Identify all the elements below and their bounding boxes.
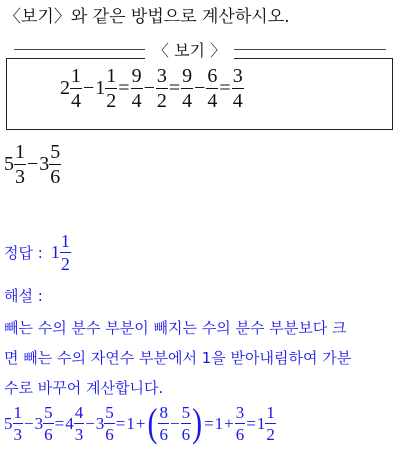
sol-d-whole: 3 — [95, 413, 105, 433]
example-term2-fraction: $\frac{1}{2}$ — [106, 65, 117, 112]
explanation-line: 빼는 수의 분수 부분이 빼지는 수의 분수 부분보다 크 — [4, 319, 347, 337]
answer-whole: 1 — [50, 242, 60, 262]
example-step2-fraction-b: $\frac{6}{4}$ — [207, 65, 218, 112]
sol-a-whole: 5 — [4, 413, 13, 433]
sol-result-whole: 1 — [256, 413, 266, 433]
right-paren: ) — [192, 400, 203, 446]
example-term1-whole: 2 — [60, 77, 70, 99]
answer-fraction: $\frac{1}{2}$ — [60, 231, 70, 274]
problem-a-fraction: $\frac{1}{3}$ — [15, 141, 25, 188]
example-equation — [60, 66, 244, 111]
explanation-body — [4, 313, 396, 403]
minus-sign: − — [194, 77, 206, 99]
sol-c-whole: 4 — [65, 413, 74, 433]
solution-equation — [4, 400, 276, 446]
example-term1-fraction: $\frac{1}{4}$ — [71, 65, 81, 112]
example-term2-whole: 1 — [95, 77, 106, 99]
minus-sign: − — [85, 413, 95, 433]
answer-label: 정답 : — [4, 244, 43, 262]
example-label: 〈 보기 〉 — [145, 40, 234, 62]
sol-b-whole: 3 — [34, 413, 44, 433]
sol-b-fraction: $\frac{5}{6}$ — [44, 403, 53, 444]
minus-sign: − — [27, 153, 39, 175]
sol-e-fraction: $\frac{8}{6}$ — [159, 403, 168, 444]
explanation-line: 면 빼는 수의 자연수 부분에서 1을 받아내림하여 가분 — [4, 349, 352, 367]
problem-b-whole: 3 — [39, 153, 50, 175]
sol-d-fraction: $\frac{5}{6}$ — [105, 403, 114, 444]
explanation-title: 해설 : — [4, 287, 43, 305]
plus-sign: + — [135, 413, 146, 433]
sol-c-fraction: $\frac{4}{3}$ — [74, 403, 84, 444]
equals-sign: = — [118, 77, 130, 99]
sol-one: 1 — [126, 413, 135, 433]
sol-a-fraction: $\frac{1}{3}$ — [13, 403, 22, 444]
equals-sign: = — [204, 413, 214, 433]
equals-sign: = — [219, 77, 231, 99]
problem-a-whole: 5 — [4, 153, 14, 175]
minus-sign: − — [169, 413, 180, 433]
problem-b-fraction: $\frac{5}{6}$ — [50, 141, 61, 188]
minus-sign: − — [24, 413, 34, 433]
minus-sign: − — [83, 77, 95, 99]
example-step2-fraction-a: $\frac{9}{4}$ — [182, 65, 193, 112]
answer-line — [4, 232, 71, 273]
explanation-line: 수로 바꾸어 계산합니다. — [4, 379, 164, 397]
plus-sign: + — [224, 413, 234, 433]
example-step1-fraction-a: $\frac{9}{4}$ — [131, 65, 142, 112]
equals-sign: = — [168, 77, 181, 99]
instruction-text: 〈보기〉와 같은 방법으로 계산하시오. — [4, 7, 290, 27]
equals-sign: = — [115, 413, 126, 433]
sol-one: 1 — [214, 413, 224, 433]
sol-f-fraction: $\frac{5}{6}$ — [181, 403, 191, 444]
sol-g-fraction: $\frac{3}{6}$ — [235, 403, 245, 444]
equals-sign: = — [54, 413, 65, 433]
left-paren: ( — [147, 400, 158, 446]
minus-sign: − — [143, 77, 155, 99]
problem-equation — [4, 142, 61, 187]
example-result-fraction: $\frac{3}{4}$ — [232, 65, 243, 112]
equals-sign: = — [246, 413, 256, 433]
example-step1-fraction-b: $\frac{3}{2}$ — [156, 65, 167, 112]
sol-result-fraction: $\frac{1}{2}$ — [266, 403, 275, 444]
